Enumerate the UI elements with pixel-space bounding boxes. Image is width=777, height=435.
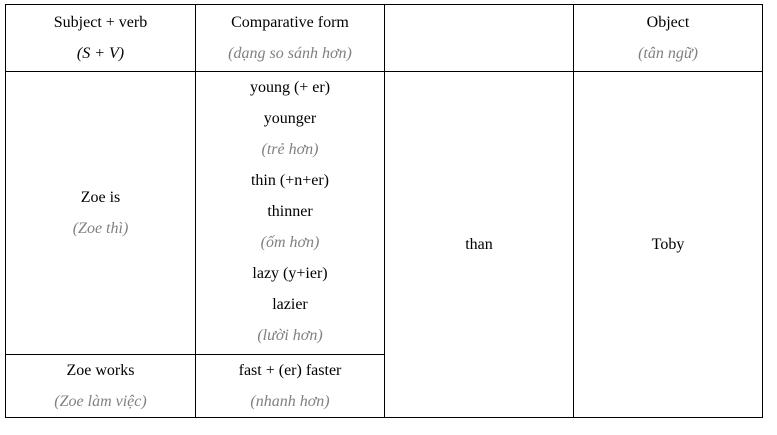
form-rule: lazy (y+ier) bbox=[252, 265, 328, 282]
connector-word: than bbox=[465, 236, 493, 253]
row1-subject-cell bbox=[6, 72, 195, 354]
object-cell bbox=[574, 72, 762, 417]
form-word: lazier bbox=[272, 296, 308, 313]
header-subject-verb bbox=[6, 5, 195, 71]
row2-form: fast + (er) faster bbox=[238, 362, 342, 379]
form-translation: (lười hơn) bbox=[257, 327, 323, 344]
form-word: younger bbox=[263, 110, 317, 127]
header-object-translation: (tân ngữ) bbox=[638, 45, 698, 62]
header-comparative-form bbox=[196, 5, 384, 71]
form-rule: thin (+n+er) bbox=[250, 172, 330, 189]
row2-subject: Zoe works bbox=[66, 362, 135, 379]
row1-subject-translation: (Zoe thì) bbox=[72, 220, 129, 237]
header-subject-verb-title: Subject + verb bbox=[53, 14, 148, 31]
object-word: Toby bbox=[651, 236, 685, 253]
header-subject-verb-formula: (S + V) bbox=[76, 45, 125, 62]
row1-subject: Zoe is bbox=[80, 189, 121, 206]
form-translation: (trẻ hơn) bbox=[261, 141, 319, 158]
form-word: thinner bbox=[267, 203, 313, 220]
row1-forms-cell bbox=[196, 72, 384, 354]
connector-cell bbox=[385, 72, 573, 417]
comparative-grammar-table bbox=[5, 4, 763, 418]
header-comparative-form-title: Comparative form bbox=[231, 14, 349, 31]
header-object bbox=[574, 5, 762, 71]
header-comparative-form-translation: (dạng so sánh hơn) bbox=[228, 45, 352, 62]
row2-subject-translation: (Zoe làm việc) bbox=[54, 393, 147, 410]
row2-form-translation: (nhanh hơn) bbox=[250, 393, 330, 410]
form-rule: young (+ er) bbox=[249, 79, 331, 96]
header-connector bbox=[385, 5, 573, 71]
row2-form-cell bbox=[196, 355, 384, 417]
header-object-title: Object bbox=[646, 14, 690, 31]
form-translation: (ốm hơn) bbox=[260, 234, 320, 251]
row2-subject-cell bbox=[6, 355, 195, 417]
